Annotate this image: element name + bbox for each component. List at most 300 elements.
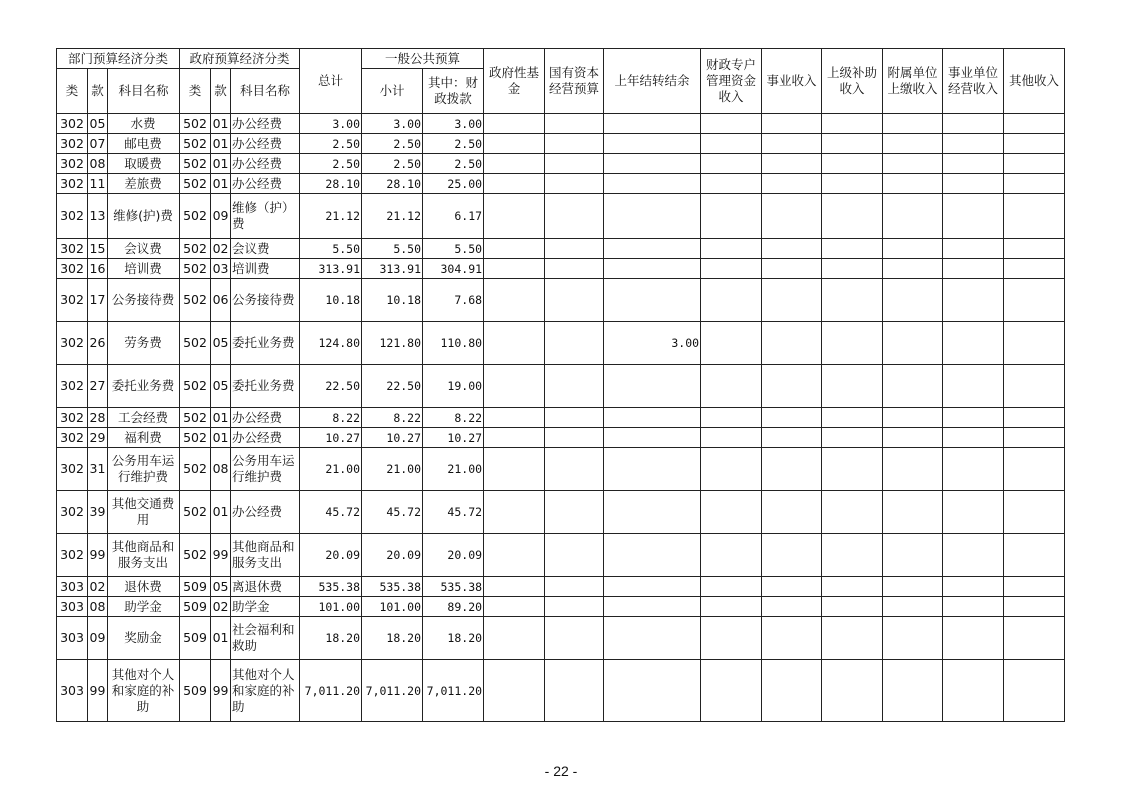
gov-subject-name-cell: 其他商品和服务支出: [231, 534, 300, 577]
dept-kuan-cell: 27: [88, 365, 108, 408]
fiscal-appropriation-cell: 25.00: [423, 174, 484, 194]
table-row: [57, 448, 1065, 491]
gov-subject-name-cell: 委托业务费: [231, 365, 300, 408]
gov-kuan-cell: 08: [211, 448, 231, 491]
gov-kuan-cell: 01: [211, 408, 231, 428]
special-mgmt-cell: [701, 174, 762, 194]
special-mgmt-cell: [701, 448, 762, 491]
prior-balance-cell: [604, 428, 701, 448]
special-mgmt-cell: [701, 279, 762, 322]
career-income-cell: [762, 577, 822, 597]
gov-subject-name-cell: 公务接待费: [231, 279, 300, 322]
other-income-cell: [1004, 577, 1065, 597]
table-row: [57, 322, 1065, 365]
other-income-cell: [1004, 279, 1065, 322]
special-mgmt-cell: [701, 617, 762, 660]
subtotal-cell: 3.00: [362, 114, 423, 134]
header-special-mgmt: 财政专户管理资金收入: [701, 49, 762, 114]
affiliate-income-cell: [883, 408, 943, 428]
prior-balance-cell: [604, 617, 701, 660]
gov-kuan-cell: 01: [211, 134, 231, 154]
dept-kuan-cell: 08: [88, 597, 108, 617]
unit-operating-cell: [943, 491, 1004, 534]
affiliate-income-cell: [883, 279, 943, 322]
gov-lei-cell: 509: [180, 617, 211, 660]
superior-subsidy-cell: [822, 534, 883, 577]
state-capital-cell: [545, 114, 604, 134]
special-mgmt-cell: [701, 322, 762, 365]
gov-fund-cell: [484, 491, 545, 534]
header-gov-lei: 类: [180, 69, 211, 114]
other-income-cell: [1004, 174, 1065, 194]
gov-fund-cell: [484, 617, 545, 660]
gov-fund-cell: [484, 534, 545, 577]
state-capital-cell: [545, 491, 604, 534]
special-mgmt-cell: [701, 577, 762, 597]
table-row: [57, 154, 1065, 174]
gov-fund-cell: [484, 428, 545, 448]
other-income-cell: [1004, 597, 1065, 617]
subtotal-cell: 20.09: [362, 534, 423, 577]
gov-kuan-cell: 01: [211, 428, 231, 448]
affiliate-income-cell: [883, 365, 943, 408]
dept-lei-cell: 302: [57, 448, 88, 491]
gov-lei-cell: 502: [180, 491, 211, 534]
table-row: [57, 239, 1065, 259]
dept-lei-cell: 303: [57, 597, 88, 617]
total-cell: 313.91: [300, 259, 362, 279]
budget-table: [56, 48, 1065, 722]
total-cell: 124.80: [300, 322, 362, 365]
gov-lei-cell: 502: [180, 534, 211, 577]
career-income-cell: [762, 597, 822, 617]
dept-subject-name-cell: 培训费: [108, 259, 180, 279]
superior-subsidy-cell: [822, 365, 883, 408]
table-row: [57, 259, 1065, 279]
table-row: [57, 428, 1065, 448]
dept-subject-name-cell: 工会经费: [108, 408, 180, 428]
dept-subject-name-cell: 水费: [108, 114, 180, 134]
unit-operating-cell: [943, 239, 1004, 259]
gov-fund-cell: [484, 239, 545, 259]
career-income-cell: [762, 194, 822, 239]
other-income-cell: [1004, 408, 1065, 428]
other-income-cell: [1004, 428, 1065, 448]
career-income-cell: [762, 491, 822, 534]
dept-lei-cell: 302: [57, 428, 88, 448]
state-capital-cell: [545, 154, 604, 174]
subtotal-cell: 18.20: [362, 617, 423, 660]
subtotal-cell: 10.27: [362, 428, 423, 448]
dept-subject-name-cell: 其他商品和服务支出: [108, 534, 180, 577]
dept-subject-name-cell: 福利费: [108, 428, 180, 448]
subtotal-cell: 2.50: [362, 134, 423, 154]
dept-kuan-cell: 08: [88, 154, 108, 174]
career-income-cell: [762, 617, 822, 660]
table-row: [57, 491, 1065, 534]
special-mgmt-cell: [701, 259, 762, 279]
career-income-cell: [762, 259, 822, 279]
gov-kuan-cell: 06: [211, 279, 231, 322]
prior-balance-cell: [604, 365, 701, 408]
table-row: [57, 660, 1065, 722]
gov-subject-name-cell: 办公经费: [231, 408, 300, 428]
total-cell: 7,011.20: [300, 660, 362, 722]
superior-subsidy-cell: [822, 322, 883, 365]
special-mgmt-cell: [701, 408, 762, 428]
gov-lei-cell: 509: [180, 660, 211, 722]
prior-balance-cell: 3.00: [604, 322, 701, 365]
unit-operating-cell: [943, 597, 1004, 617]
dept-kuan-cell: 07: [88, 134, 108, 154]
total-cell: 2.50: [300, 134, 362, 154]
career-income-cell: [762, 279, 822, 322]
affiliate-income-cell: [883, 617, 943, 660]
other-income-cell: [1004, 448, 1065, 491]
career-income-cell: [762, 134, 822, 154]
gov-fund-cell: [484, 154, 545, 174]
gov-subject-name-cell: 会议费: [231, 239, 300, 259]
total-cell: 535.38: [300, 577, 362, 597]
superior-subsidy-cell: [822, 408, 883, 428]
state-capital-cell: [545, 597, 604, 617]
table-row: [57, 114, 1065, 134]
superior-subsidy-cell: [822, 660, 883, 722]
fiscal-appropriation-cell: 110.80: [423, 322, 484, 365]
gov-lei-cell: 502: [180, 428, 211, 448]
other-income-cell: [1004, 365, 1065, 408]
header-general-budget: 一般公共预算: [362, 49, 484, 69]
affiliate-income-cell: [883, 322, 943, 365]
page-number: - 22 -: [544, 763, 578, 779]
affiliate-income-cell: [883, 448, 943, 491]
header-gov-fund: 政府性基金: [484, 49, 545, 114]
gov-subject-name-cell: 公务用车运行维护费: [231, 448, 300, 491]
gov-lei-cell: 502: [180, 154, 211, 174]
gov-subject-name-cell: 助学金: [231, 597, 300, 617]
unit-operating-cell: [943, 577, 1004, 597]
dept-lei-cell: 302: [57, 322, 88, 365]
subtotal-cell: 313.91: [362, 259, 423, 279]
affiliate-income-cell: [883, 491, 943, 534]
state-capital-cell: [545, 134, 604, 154]
gov-kuan-cell: 01: [211, 617, 231, 660]
fiscal-appropriation-cell: 45.72: [423, 491, 484, 534]
superior-subsidy-cell: [822, 174, 883, 194]
other-income-cell: [1004, 534, 1065, 577]
state-capital-cell: [545, 279, 604, 322]
fiscal-appropriation-cell: 2.50: [423, 154, 484, 174]
state-capital-cell: [545, 408, 604, 428]
fiscal-appropriation-cell: 3.00: [423, 114, 484, 134]
dept-subject-name-cell: 邮电费: [108, 134, 180, 154]
affiliate-income-cell: [883, 154, 943, 174]
header-dept-kuan: 款: [88, 69, 108, 114]
career-income-cell: [762, 534, 822, 577]
dept-kuan-cell: 05: [88, 114, 108, 134]
gov-kuan-cell: 99: [211, 660, 231, 722]
special-mgmt-cell: [701, 365, 762, 408]
affiliate-income-cell: [883, 534, 943, 577]
total-cell: 20.09: [300, 534, 362, 577]
subtotal-cell: 21.00: [362, 448, 423, 491]
header-dept-lei: 类: [57, 69, 88, 114]
subtotal-cell: 5.50: [362, 239, 423, 259]
dept-kuan-cell: 99: [88, 534, 108, 577]
subtotal-cell: 2.50: [362, 154, 423, 174]
dept-subject-name-cell: 助学金: [108, 597, 180, 617]
affiliate-income-cell: [883, 194, 943, 239]
other-income-cell: [1004, 660, 1065, 722]
unit-operating-cell: [943, 134, 1004, 154]
table-row: [57, 365, 1065, 408]
header-gov-kuan: 款: [211, 69, 231, 114]
dept-kuan-cell: 28: [88, 408, 108, 428]
fiscal-appropriation-cell: 6.17: [423, 194, 484, 239]
total-cell: 22.50: [300, 365, 362, 408]
other-income-cell: [1004, 491, 1065, 534]
gov-lei-cell: 502: [180, 408, 211, 428]
other-income-cell: [1004, 134, 1065, 154]
career-income-cell: [762, 448, 822, 491]
special-mgmt-cell: [701, 534, 762, 577]
unit-operating-cell: [943, 174, 1004, 194]
dept-kuan-cell: 99: [88, 660, 108, 722]
dept-subject-name-cell: 维修(护)费: [108, 194, 180, 239]
other-income-cell: [1004, 322, 1065, 365]
total-cell: 45.72: [300, 491, 362, 534]
dept-subject-name-cell: 其他对个人和家庭的补助: [108, 660, 180, 722]
gov-subject-name-cell: 办公经费: [231, 154, 300, 174]
table-row: [57, 174, 1065, 194]
special-mgmt-cell: [701, 194, 762, 239]
header-dept-class: 部门预算经济分类: [57, 49, 180, 69]
header-unit-operating: 事业单位经营收入: [943, 49, 1004, 114]
gov-lei-cell: 502: [180, 194, 211, 239]
prior-balance-cell: [604, 408, 701, 428]
superior-subsidy-cell: [822, 597, 883, 617]
unit-operating-cell: [943, 660, 1004, 722]
career-income-cell: [762, 428, 822, 448]
other-income-cell: [1004, 259, 1065, 279]
dept-kuan-cell: 13: [88, 194, 108, 239]
table-row: [57, 408, 1065, 428]
fiscal-appropriation-cell: 304.91: [423, 259, 484, 279]
dept-subject-name-cell: 劳务费: [108, 322, 180, 365]
total-cell: 21.12: [300, 194, 362, 239]
fiscal-appropriation-cell: 7.68: [423, 279, 484, 322]
prior-balance-cell: [604, 491, 701, 534]
prior-balance-cell: [604, 448, 701, 491]
fiscal-appropriation-cell: 2.50: [423, 134, 484, 154]
gov-kuan-cell: 01: [211, 114, 231, 134]
dept-subject-name-cell: 委托业务费: [108, 365, 180, 408]
table-row: [57, 534, 1065, 577]
unit-operating-cell: [943, 279, 1004, 322]
fiscal-appropriation-cell: 20.09: [423, 534, 484, 577]
fiscal-appropriation-cell: 5.50: [423, 239, 484, 259]
fiscal-appropriation-cell: 8.22: [423, 408, 484, 428]
superior-subsidy-cell: [822, 577, 883, 597]
gov-subject-name-cell: 办公经费: [231, 174, 300, 194]
gov-fund-cell: [484, 194, 545, 239]
header-prior-balance: 上年结转结余: [604, 49, 701, 114]
dept-lei-cell: 303: [57, 660, 88, 722]
special-mgmt-cell: [701, 114, 762, 134]
prior-balance-cell: [604, 154, 701, 174]
affiliate-income-cell: [883, 239, 943, 259]
dept-lei-cell: 302: [57, 365, 88, 408]
gov-fund-cell: [484, 448, 545, 491]
dept-lei-cell: 302: [57, 279, 88, 322]
dept-subject-name-cell: 公务接待费: [108, 279, 180, 322]
career-income-cell: [762, 365, 822, 408]
gov-kuan-cell: 99: [211, 534, 231, 577]
state-capital-cell: [545, 259, 604, 279]
prior-balance-cell: [604, 114, 701, 134]
special-mgmt-cell: [701, 428, 762, 448]
dept-lei-cell: 302: [57, 408, 88, 428]
subtotal-cell: 22.50: [362, 365, 423, 408]
header-affiliate-income: 附属单位上缴收入: [883, 49, 943, 114]
state-capital-cell: [545, 534, 604, 577]
unit-operating-cell: [943, 617, 1004, 660]
dept-lei-cell: 302: [57, 114, 88, 134]
dept-lei-cell: 303: [57, 577, 88, 597]
header-superior-subsidy: 上级补助收入: [822, 49, 883, 114]
superior-subsidy-cell: [822, 239, 883, 259]
dept-lei-cell: 302: [57, 491, 88, 534]
gov-fund-cell: [484, 174, 545, 194]
gov-kuan-cell: 05: [211, 365, 231, 408]
table-row: [57, 597, 1065, 617]
gov-subject-name-cell: 办公经费: [231, 491, 300, 534]
superior-subsidy-cell: [822, 617, 883, 660]
prior-balance-cell: [604, 134, 701, 154]
dept-subject-name-cell: 差旅费: [108, 174, 180, 194]
state-capital-cell: [545, 428, 604, 448]
gov-lei-cell: 502: [180, 259, 211, 279]
unit-operating-cell: [943, 154, 1004, 174]
gov-fund-cell: [484, 134, 545, 154]
total-cell: 21.00: [300, 448, 362, 491]
state-capital-cell: [545, 239, 604, 259]
header-total: 总计: [300, 49, 362, 114]
fiscal-appropriation-cell: 7,011.20: [423, 660, 484, 722]
dept-kuan-cell: 31: [88, 448, 108, 491]
fiscal-appropriation-cell: 535.38: [423, 577, 484, 597]
header-other-income: 其他收入: [1004, 49, 1065, 114]
dept-subject-name-cell: 公务用车运行维护费: [108, 448, 180, 491]
gov-subject-name-cell: 办公经费: [231, 134, 300, 154]
gov-fund-cell: [484, 408, 545, 428]
affiliate-income-cell: [883, 660, 943, 722]
unit-operating-cell: [943, 408, 1004, 428]
unit-operating-cell: [943, 114, 1004, 134]
state-capital-cell: [545, 577, 604, 597]
superior-subsidy-cell: [822, 114, 883, 134]
header-gov-subject-name: 科目名称: [231, 69, 300, 114]
total-cell: 101.00: [300, 597, 362, 617]
dept-subject-name-cell: 退休费: [108, 577, 180, 597]
header-gov-class: 政府预算经济分类: [180, 49, 300, 69]
state-capital-cell: [545, 448, 604, 491]
prior-balance-cell: [604, 660, 701, 722]
dept-lei-cell: 302: [57, 194, 88, 239]
gov-kuan-cell: 03: [211, 259, 231, 279]
total-cell: 5.50: [300, 239, 362, 259]
unit-operating-cell: [943, 448, 1004, 491]
fiscal-appropriation-cell: 21.00: [423, 448, 484, 491]
affiliate-income-cell: [883, 114, 943, 134]
affiliate-income-cell: [883, 428, 943, 448]
superior-subsidy-cell: [822, 134, 883, 154]
total-cell: 3.00: [300, 114, 362, 134]
subtotal-cell: 45.72: [362, 491, 423, 534]
gov-subject-name-cell: 培训费: [231, 259, 300, 279]
gov-fund-cell: [484, 660, 545, 722]
subtotal-cell: 8.22: [362, 408, 423, 428]
table-row: [57, 617, 1065, 660]
other-income-cell: [1004, 154, 1065, 174]
prior-balance-cell: [604, 279, 701, 322]
gov-kuan-cell: 09: [211, 194, 231, 239]
gov-fund-cell: [484, 114, 545, 134]
table-row: [57, 577, 1065, 597]
state-capital-cell: [545, 174, 604, 194]
dept-subject-name-cell: 取暖费: [108, 154, 180, 174]
subtotal-cell: 21.12: [362, 194, 423, 239]
state-capital-cell: [545, 194, 604, 239]
gov-fund-cell: [484, 597, 545, 617]
superior-subsidy-cell: [822, 194, 883, 239]
gov-subject-name-cell: 办公经费: [231, 114, 300, 134]
gov-lei-cell: 509: [180, 597, 211, 617]
gov-subject-name-cell: 维修（护）费: [231, 194, 300, 239]
dept-subject-name-cell: 会议费: [108, 239, 180, 259]
fiscal-appropriation-cell: 19.00: [423, 365, 484, 408]
subtotal-cell: 101.00: [362, 597, 423, 617]
other-income-cell: [1004, 617, 1065, 660]
unit-operating-cell: [943, 322, 1004, 365]
gov-lei-cell: 502: [180, 279, 211, 322]
gov-fund-cell: [484, 279, 545, 322]
other-income-cell: [1004, 239, 1065, 259]
dept-subject-name-cell: 奖励金: [108, 617, 180, 660]
gov-lei-cell: 502: [180, 114, 211, 134]
unit-operating-cell: [943, 194, 1004, 239]
superior-subsidy-cell: [822, 259, 883, 279]
total-cell: 8.22: [300, 408, 362, 428]
subtotal-cell: 10.18: [362, 279, 423, 322]
unit-operating-cell: [943, 428, 1004, 448]
table-row: [57, 134, 1065, 154]
gov-lei-cell: 502: [180, 174, 211, 194]
career-income-cell: [762, 114, 822, 134]
total-cell: 10.27: [300, 428, 362, 448]
fiscal-appropriation-cell: 18.20: [423, 617, 484, 660]
gov-kuan-cell: 05: [211, 322, 231, 365]
gov-fund-cell: [484, 577, 545, 597]
header-dept-subject-name: 科目名称: [108, 69, 180, 114]
subtotal-cell: 28.10: [362, 174, 423, 194]
gov-kuan-cell: 05: [211, 577, 231, 597]
dept-kuan-cell: 15: [88, 239, 108, 259]
gov-fund-cell: [484, 365, 545, 408]
fiscal-appropriation-cell: 89.20: [423, 597, 484, 617]
gov-subject-name-cell: 其他对个人和家庭的补助: [231, 660, 300, 722]
superior-subsidy-cell: [822, 491, 883, 534]
